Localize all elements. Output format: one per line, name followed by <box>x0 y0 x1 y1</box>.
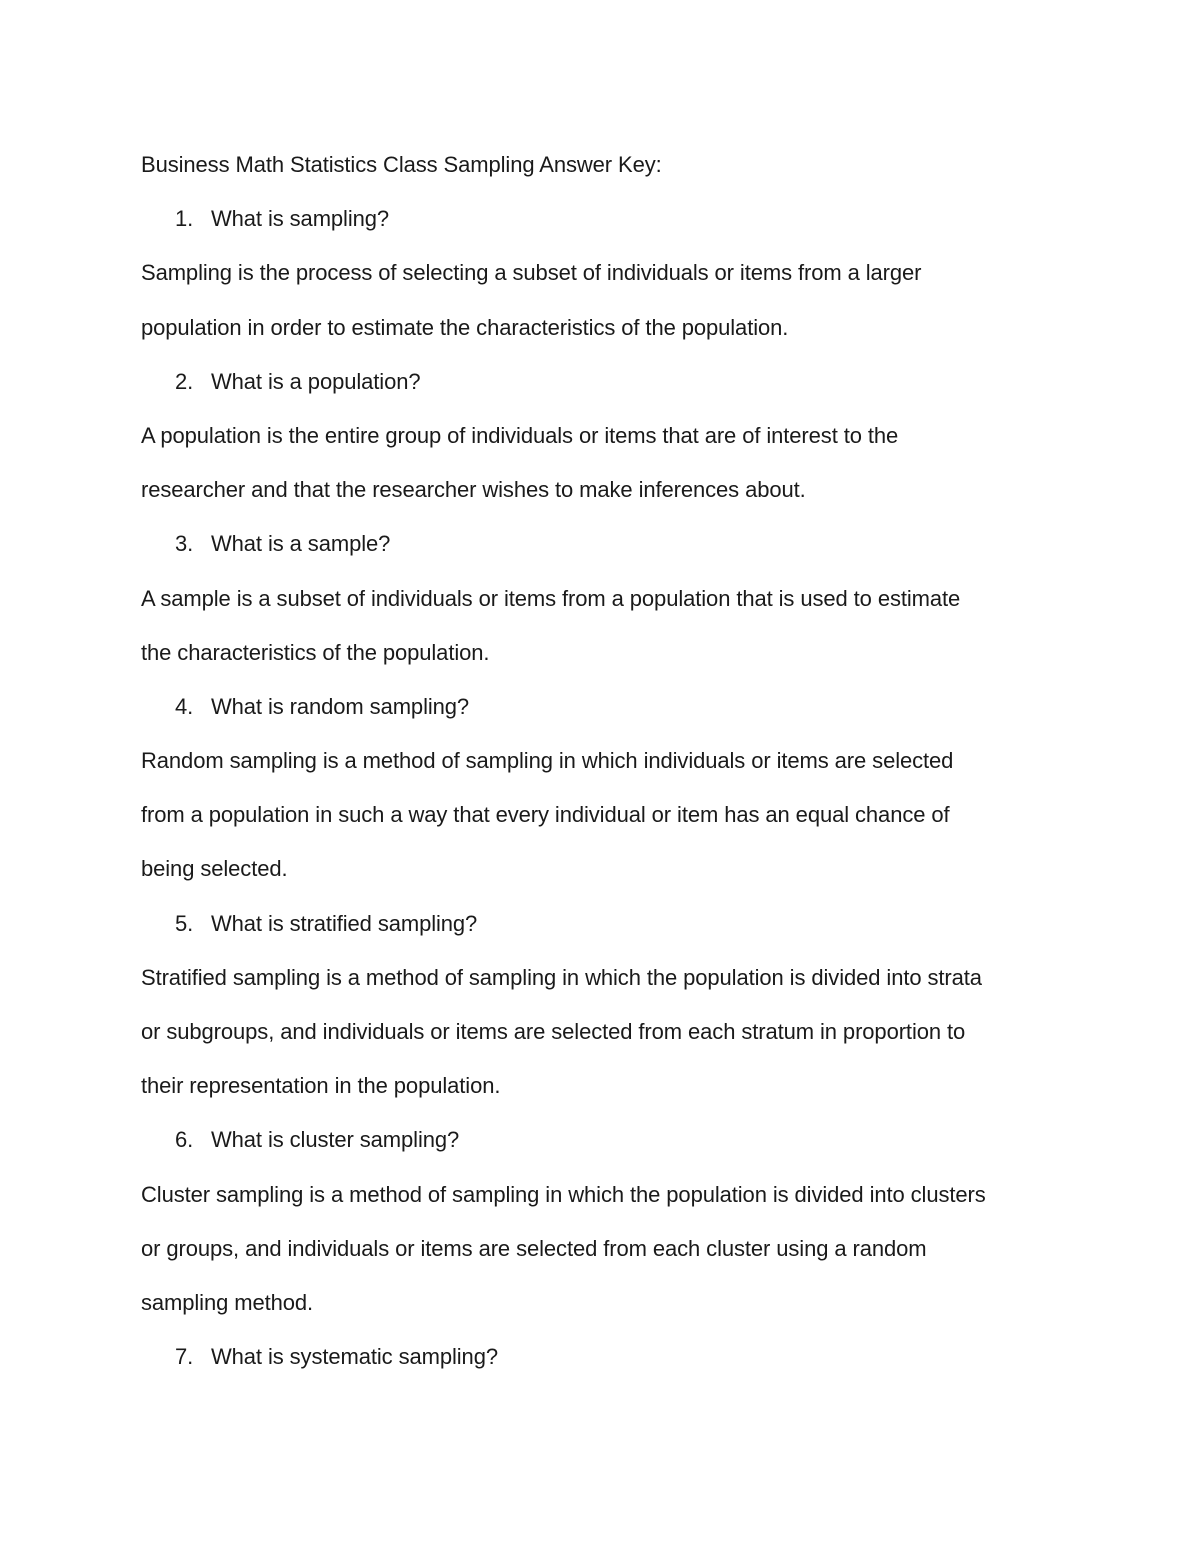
question-item <box>141 1330 1071 1384</box>
answer-line: sampling method. <box>141 1289 314 1315</box>
answer-line: Sampling is the process of selecting a subset of individuals or items from a larger <box>141 260 922 286</box>
question-item <box>141 680 1071 734</box>
document-body <box>141 138 1071 1384</box>
answer-line: researcher and that the researcher wishes to make inferences about. <box>141 477 806 503</box>
question-item <box>141 1113 1071 1167</box>
question-text: What is cluster sampling? <box>211 1127 460 1153</box>
question-text: What is random sampling? <box>211 693 470 719</box>
question-text: What is sampling? <box>211 206 390 232</box>
answer-line: their representation in the population. <box>141 1073 501 1099</box>
question-number: 5. <box>175 910 194 936</box>
answer-line: from a population in such a way that every individual or item has an equal chance of <box>141 802 950 828</box>
question-number: 3. <box>175 531 194 557</box>
document-title: Business Math Statistics Class Sampling Answer Key: <box>141 152 662 177</box>
answer-line: being selected. <box>141 856 288 882</box>
question-number: 2. <box>175 368 194 394</box>
answer-line: Random sampling is a method of sampling in which individuals or items are selected <box>141 748 954 774</box>
question-text: What is stratified sampling? <box>211 910 478 936</box>
answer-line: Cluster sampling is a method of sampling in which the population is divided into clusters <box>141 1181 986 1207</box>
question-number: 4. <box>175 693 194 719</box>
question-number: 6. <box>175 1127 194 1153</box>
answer-line: or subgroups, and individuals or items are selected from each stratum in proportion to <box>141 1019 966 1044</box>
question-text: What is a sample? <box>211 531 391 557</box>
answer-line: A population is the entire group of individuals or items that are of interest to the <box>141 422 899 448</box>
question-number: 7. <box>175 1344 194 1370</box>
question-item <box>141 897 1071 951</box>
question-item <box>141 517 1071 571</box>
question-number: 1. <box>175 206 194 232</box>
question-text: What is systematic sampling? <box>211 1344 498 1370</box>
question-item <box>141 192 1071 246</box>
answer-line: A sample is a subset of individuals or items from a population that is used to estimate <box>141 585 961 611</box>
answer-line: population in order to estimate the characteristics of the population. <box>141 314 789 340</box>
question-item <box>141 355 1071 409</box>
answer-line: or groups, and individuals or items are selected from each cluster using a random <box>141 1235 927 1261</box>
question-text: What is a population? <box>211 368 421 394</box>
answer-line: Stratified sampling is a method of sampling in which the population is divided into strata <box>141 964 982 990</box>
answer-line: the characteristics of the population. <box>141 639 490 665</box>
